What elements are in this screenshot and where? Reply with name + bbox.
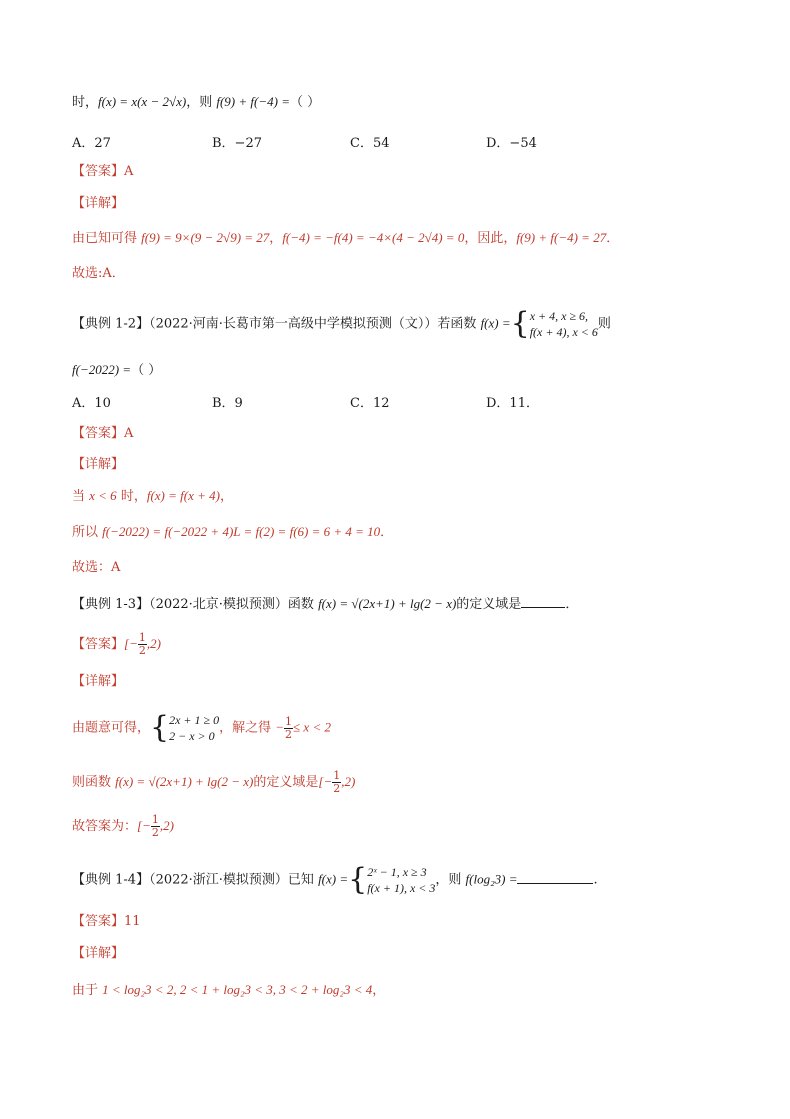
math: f(9) + f(−4) = 27 (516, 230, 607, 245)
text: ， (372, 983, 386, 998)
detail-label: 【详解】 (72, 196, 125, 211)
math: ≤ x < 2 (293, 719, 331, 735)
solution-2-line-1 (72, 486, 233, 507)
solution-3-line-2 (72, 770, 355, 795)
example-1-4-statement (72, 864, 598, 896)
text: 的定义域是 (253, 775, 319, 790)
math: f(−4) = −f(4) = −4×(4 − 2√4) = 0 (282, 230, 465, 245)
math: ,2) (341, 774, 356, 789)
case: 2x + 1 ≥ 0 (169, 713, 220, 727)
numerator: 1 (151, 813, 159, 826)
case: 2 − x > 0 (169, 729, 215, 743)
fill-blank (521, 607, 565, 608)
text: 由已知可得 (72, 231, 142, 246)
answer-label: 【答案】 (72, 426, 125, 441)
text: 当 (72, 489, 90, 504)
detail-label: 【详解】 (72, 674, 125, 689)
detail-label: 【详解】 (72, 946, 125, 961)
math: f(x) = (480, 315, 511, 331)
text: ． (565, 597, 579, 612)
inequality-system (169, 712, 219, 744)
numerator: 1 (333, 769, 341, 782)
answer-label: 【答案】 (72, 914, 125, 929)
choice-d: D．−54 (486, 136, 537, 151)
math: 1 < log₂3 < 2, 2 < 1 + log₂3 < 3, 3 < 2 + log₂3 < 4 (102, 982, 373, 997)
math: [− (318, 774, 333, 789)
choice-d: D．11． (486, 396, 539, 411)
solution-4-line-1 (72, 980, 385, 1001)
text: ，因此， (464, 231, 517, 246)
text: 【典例 1-3】（2022·北京·模拟预测）函数 (72, 597, 319, 612)
text: ，解之得 (219, 720, 276, 736)
solution-2-conclusion: 故选：A (72, 560, 121, 575)
text: 则 (597, 316, 611, 332)
math: f(x) = √(2x+1) + lg(2 − x) (115, 774, 254, 789)
detail-label: 【详解】 (72, 457, 125, 472)
math: [− (124, 636, 138, 651)
text: ， (269, 231, 283, 246)
text: ． (380, 525, 394, 540)
text: 由题意可得， (72, 720, 151, 736)
fraction (138, 632, 147, 657)
math: f(9) = 9×(9 − 2√9) = 27 (141, 230, 270, 245)
answer-value: 11 (124, 914, 141, 929)
text: 【典例 1-2】（2022·河南·长葛市第一高级中学模拟预测（文））若函数 (72, 316, 481, 332)
text: 时， (116, 489, 147, 504)
choice-c: C．54 (350, 136, 390, 151)
text: 的定义域是 (456, 597, 522, 612)
text: 所以 (72, 525, 103, 540)
example-1-2-statement (72, 308, 611, 340)
sum-expression: f(9) + f(−4) = (216, 94, 290, 109)
text: 【典例 1-4】（2022·浙江·模拟预测）已知 (72, 872, 319, 888)
text: . (593, 872, 598, 888)
case: f(x + 1), x < 3 (367, 881, 436, 895)
choice-c: C．12 (350, 396, 390, 411)
problem-statement (72, 92, 320, 113)
case: f(x + 4), x < 6 (529, 325, 598, 339)
denominator: 2 (333, 782, 341, 795)
math: f(−2022) = (72, 362, 132, 377)
choice-a: A．27 (72, 136, 111, 151)
left-brace: { (510, 306, 530, 341)
fraction (332, 770, 341, 795)
left-brace: { (150, 710, 170, 745)
piecewise-cases (367, 864, 435, 896)
denominator: 2 (151, 826, 159, 839)
answer-4 (72, 912, 141, 932)
text: ，则 (435, 872, 466, 888)
answer-3 (72, 632, 161, 657)
choice-a: A．10 (72, 396, 111, 411)
fraction (151, 814, 160, 839)
text: ， (219, 489, 233, 504)
math: f(x) = √(2x+1) + lg(2 − x) (318, 596, 457, 611)
example-1-3-statement (72, 594, 578, 615)
math: f(x) = (318, 871, 349, 887)
answer-bracket: （ ） (131, 363, 162, 378)
function-expression: f(x) = x(x − 2√x) (98, 94, 187, 109)
answer-label: 【答案】 (72, 637, 125, 652)
case: 2ˣ − 1, x ≥ 3 (367, 865, 427, 879)
answer-value: A (124, 164, 134, 179)
solution-3-line-1 (72, 712, 331, 744)
text: 故答案为： (72, 819, 138, 834)
text: 则函数 (72, 775, 116, 790)
text: 时， (72, 95, 99, 110)
text: ． (606, 231, 620, 246)
choice-b: B．−27 (212, 136, 262, 151)
math: f(−2022) = f(−2022 + 4)L = f(2) = f(6) = 6 + 4 = 10 (102, 524, 381, 539)
numerator: 1 (285, 714, 293, 728)
text: 由于 (72, 983, 103, 998)
piecewise-cases (530, 308, 598, 340)
denominator: 2 (138, 644, 146, 657)
answer-2 (72, 424, 133, 444)
math: f(log₂3) = (465, 871, 518, 887)
answer-value: A (124, 426, 134, 441)
answer-1 (72, 162, 133, 182)
math: ,2) (159, 818, 174, 833)
numerator: 1 (138, 631, 146, 644)
example-1-2-question (72, 360, 161, 381)
solution-2-line-2 (72, 522, 393, 543)
fraction (284, 716, 293, 741)
solution-1-line-1 (72, 228, 619, 249)
choice-b: B．9 (212, 396, 243, 411)
case: x + 4, x ≥ 6, (529, 309, 589, 323)
math: − (275, 719, 285, 735)
solution-1-conclusion: 故选:A． (72, 266, 125, 281)
fill-blank (517, 883, 593, 884)
math: f(x) = f(x + 4) (146, 488, 220, 503)
answer-label: 【答案】 (72, 164, 125, 179)
math: [− (137, 818, 151, 833)
solution-3-conclusion (72, 814, 174, 839)
text: ，则 (186, 95, 217, 110)
answer-bracket: （ ） (289, 95, 321, 110)
left-brace: { (348, 862, 368, 897)
math: x < 6 (89, 488, 117, 503)
denominator: 2 (285, 727, 293, 741)
math: ,2) (146, 636, 161, 651)
